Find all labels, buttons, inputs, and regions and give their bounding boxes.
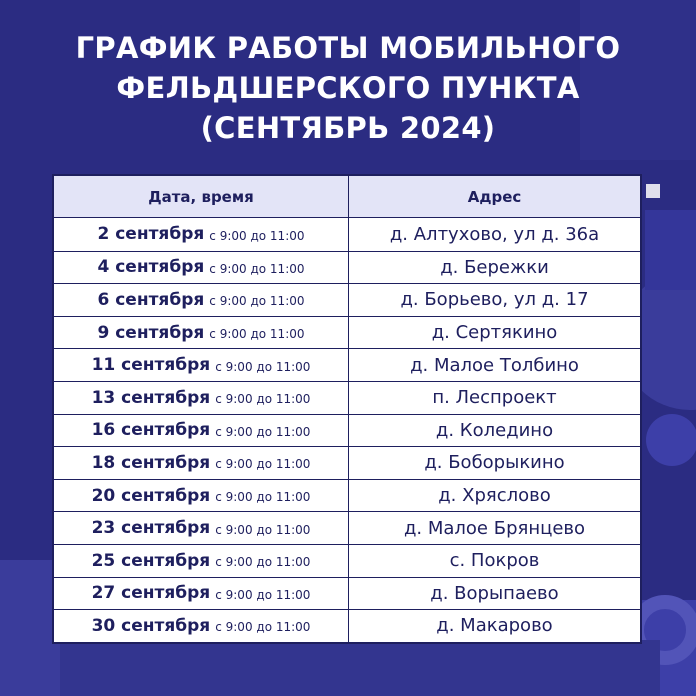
address-cell (349, 415, 640, 447)
date-cell (54, 447, 349, 479)
table-row (54, 544, 640, 577)
address-cell (349, 512, 640, 544)
time-text: с 9:00 до 11:00 (215, 392, 311, 407)
day-text: 23 сентября (91, 518, 211, 539)
date-cell (54, 545, 349, 577)
time-text: с 9:00 до 11:00 (215, 359, 311, 374)
date-cell (54, 218, 349, 251)
date-cell (54, 610, 349, 642)
header-date: Дата, время (54, 176, 349, 217)
day-text: 30 сентября (91, 615, 211, 636)
date-cell (54, 252, 349, 284)
time-text: с 9:00 до 11:00 (215, 522, 311, 537)
time-text: с 9:00 до 11:00 (215, 457, 311, 472)
address-cell (349, 610, 640, 642)
table-row (54, 511, 640, 544)
address-text: д. Коледино (435, 419, 554, 441)
address-cell (349, 447, 640, 479)
address-text: д. Макарово (436, 615, 553, 637)
address-text: д. Малое Толбино (410, 354, 579, 376)
address-cell (349, 545, 640, 577)
address-text: д. Малое Брянцево (403, 517, 586, 539)
table-row (54, 381, 640, 414)
table-row (54, 446, 640, 479)
header-address: Адрес (467, 187, 522, 206)
time-text: с 9:00 до 11:00 (215, 587, 311, 602)
address-cell (349, 317, 640, 349)
time-text: с 9:00 до 11:00 (215, 490, 311, 505)
table-row (54, 577, 640, 610)
address-text: д. Боборыкино (424, 452, 565, 474)
title-line-2: ФЕЛЬДШЕРСКОГО ПУНКТА (116, 71, 580, 105)
day-text: 27 сентября (91, 583, 211, 604)
page-title (0, 28, 696, 148)
date-cell (54, 578, 349, 610)
address-cell (349, 284, 640, 316)
table-row (54, 414, 640, 447)
date-cell (54, 317, 349, 349)
address-text: д. Ворыпаево (430, 582, 559, 604)
address-cell (349, 382, 640, 414)
date-cell (54, 512, 349, 544)
day-text: 6 сентября (97, 289, 205, 310)
day-text: 9 сентября (97, 322, 205, 343)
address-cell (349, 578, 640, 610)
address-text: д. Бережки (440, 256, 549, 278)
table-header-row (54, 176, 640, 218)
day-text: 2 сентября (97, 224, 205, 245)
title-line-3: (СЕНТЯБРЬ 2024) (200, 111, 496, 145)
table-row (54, 316, 640, 349)
table-row (54, 283, 640, 316)
table-row (54, 609, 640, 642)
date-cell (54, 415, 349, 447)
date-cell (54, 480, 349, 512)
time-text: с 9:00 до 11:00 (209, 294, 305, 309)
table-row (54, 218, 640, 251)
day-text: 16 сентября (91, 420, 211, 441)
time-text: с 9:00 до 11:00 (215, 424, 311, 439)
address-text: д. Сертякино (431, 322, 558, 344)
day-text: 11 сентября (91, 355, 211, 376)
table-row (54, 348, 640, 381)
date-cell (54, 349, 349, 381)
day-text: 20 сентября (91, 485, 211, 506)
time-text: с 9:00 до 11:00 (209, 228, 305, 243)
address-text: д. Борьево, ул д. 17 (400, 289, 589, 311)
day-text: 25 сентября (91, 550, 211, 571)
date-cell (54, 284, 349, 316)
time-text: с 9:00 до 11:00 (209, 327, 305, 342)
address-text: д. Алтухово, ул д. 36а (389, 223, 600, 245)
address-text: д. Хряслово (438, 485, 551, 507)
address-text: п. Леспроект (432, 387, 557, 409)
day-text: 18 сентября (91, 452, 211, 473)
date-cell (54, 382, 349, 414)
day-text: 4 сентября (97, 257, 205, 278)
table-row (54, 479, 640, 512)
title-line-1: ГРАФИК РАБОТЫ МОБИЛЬНОГО (75, 31, 621, 65)
address-cell (349, 252, 640, 284)
address-text: с. Покров (449, 550, 540, 572)
address-cell (349, 480, 640, 512)
table-row (54, 251, 640, 284)
day-text: 13 сентября (91, 387, 211, 408)
time-text: с 9:00 до 11:00 (215, 555, 311, 570)
address-cell (349, 349, 640, 381)
time-text: с 9:00 до 11:00 (209, 261, 305, 276)
schedule-table (52, 174, 642, 644)
time-text: с 9:00 до 11:00 (215, 620, 311, 635)
address-cell (349, 218, 640, 251)
